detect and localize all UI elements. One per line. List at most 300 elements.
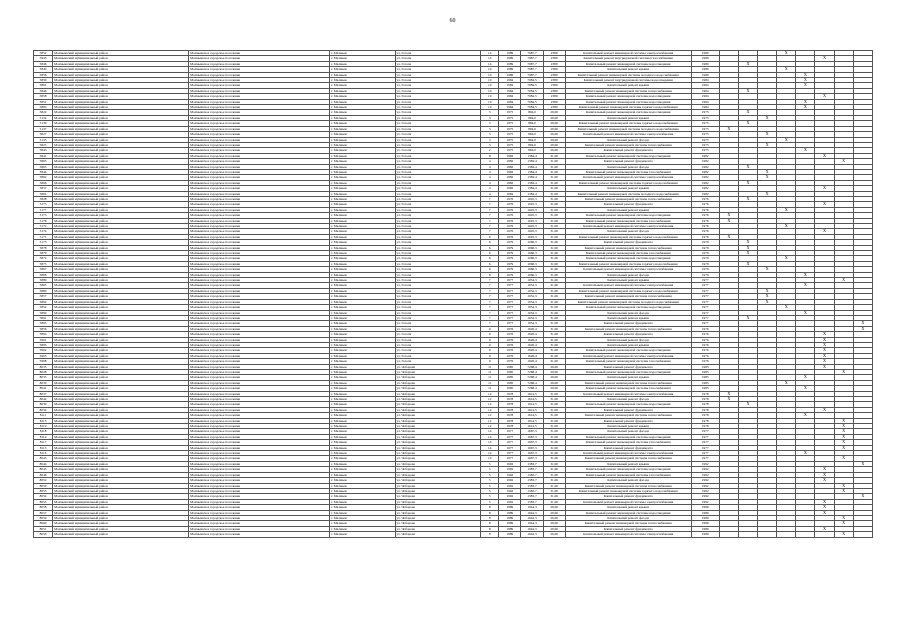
- cell-mark-6: X: [815, 342, 834, 347]
- cell-id: 8033: [34, 375, 53, 380]
- cell-settlement: Малмыжское городское поселение: [189, 445, 330, 450]
- cell-mark-6: X: [815, 364, 834, 369]
- cell-work: Капитальный ремонт крыши: [565, 115, 691, 120]
- cell-mark-1: X: [719, 213, 738, 218]
- cell-city: г. Малмыж: [330, 472, 395, 477]
- cell-settlement: Малмыжское городское поселение: [189, 207, 330, 212]
- cell-id: 5852: [34, 51, 53, 56]
- cell-settlement: Малмыжское городское поселение: [189, 234, 330, 239]
- cell-house: 14: [481, 429, 499, 434]
- cell-area: 1054,3: [521, 288, 543, 293]
- cell-district: Малмыжский муниципальный район: [53, 169, 189, 174]
- cell-mark-4: X: [777, 380, 796, 385]
- cell-settlement: Малмыжское городское поселение: [189, 310, 330, 315]
- cell-district: Малмыжский муниципальный район: [53, 451, 189, 456]
- cell-work: Капитальный ремонт фасада: [565, 310, 691, 315]
- cell-year: 1977: [499, 321, 521, 326]
- cell-street: ул. Чобарова: [395, 478, 481, 483]
- cell-area: 894,0: [521, 142, 543, 147]
- cell-area: 1944,3: [521, 510, 543, 515]
- cell-year: 1992: [499, 472, 521, 477]
- cell-settlement: Малмыжское городское поселение: [189, 391, 330, 396]
- cell-area: 1045,3: [521, 213, 543, 218]
- cell-area: 1383,7: [521, 478, 543, 483]
- cell-street: ул. Чобарова: [395, 488, 481, 493]
- cell-people: 29,00: [543, 137, 565, 142]
- cell-area: 1614,5: [521, 397, 543, 402]
- cell-house: 3: [481, 121, 499, 126]
- cell-id: 5863: [34, 164, 53, 169]
- cell-year: 1985: [499, 380, 521, 385]
- cell-district: Малмыжский муниципальный район: [53, 83, 189, 88]
- cell-people: 31,00: [543, 445, 565, 450]
- cell-mark-6: X: [815, 526, 834, 531]
- cell-district: Малмыжский муниципальный район: [53, 159, 189, 164]
- cell-district: Малмыжский муниципальный район: [53, 105, 189, 110]
- cell-district: Малмыжский муниципальный район: [53, 256, 189, 261]
- cell-people: 2389: [543, 83, 565, 88]
- cell-work: Капитальный ремонт фундамента: [565, 202, 691, 207]
- cell-city: г. Малмыж: [330, 326, 395, 331]
- cell-id: 8117: [34, 440, 53, 445]
- cell-mark-5: X: [796, 283, 815, 288]
- cell-work: Капитальный ремонт фасада: [565, 137, 691, 142]
- cell-mark-2: X: [738, 402, 757, 407]
- cell-mark-3: [758, 532, 777, 537]
- cell-mark-2: [738, 532, 757, 537]
- cell-plan: 1975: [691, 115, 719, 120]
- cell-district: Малмыжский муниципальный район: [53, 359, 189, 364]
- cell-city: г. Малмыж: [330, 337, 395, 342]
- cell-district: Малмыжский муниципальный район: [53, 99, 189, 104]
- cell-plan: 1992: [691, 461, 719, 466]
- cell-settlement: Малмыжское городское поселение: [189, 407, 330, 412]
- cell-plan: 1975: [691, 132, 719, 137]
- cell-city: г. Малмыж: [330, 515, 395, 520]
- cell-city: г. Малмыж: [330, 451, 395, 456]
- cell-district: Малмыжский муниципальный район: [53, 267, 189, 272]
- cell-area: 894,0: [521, 110, 543, 115]
- cell-area: 1944,3: [521, 521, 543, 526]
- cell-people: 2389: [543, 61, 565, 66]
- cell-city: г. Малмыж: [330, 521, 395, 526]
- cell-work: Капитальный ремонт крыши: [565, 83, 691, 88]
- cell-plan: 1989: [691, 67, 719, 72]
- cell-year: 1982: [499, 175, 521, 180]
- cell-year: 1989: [499, 505, 521, 510]
- cell-work: Капитальный ремонт фасада: [565, 272, 691, 277]
- cell-house: 7: [481, 278, 499, 283]
- cell-plan: 1977: [691, 456, 719, 461]
- cell-city: г. Малмыж: [330, 272, 395, 277]
- cell-work: Капитальный ремонт крыши: [565, 186, 691, 191]
- cell-mark-4: X: [777, 305, 796, 310]
- cell-people: 29,00: [543, 386, 565, 391]
- cell-year: 1992: [499, 478, 521, 483]
- cell-id: 5890: [34, 310, 53, 315]
- cell-area: 7987,7: [521, 56, 543, 61]
- cell-street: ул. Чобарова: [395, 429, 481, 434]
- cell-settlement: Малмыжское городское поселение: [189, 110, 330, 115]
- cell-house: 5: [481, 467, 499, 472]
- cell-mark-6: X: [815, 505, 834, 510]
- cell-mark-2: X: [738, 88, 757, 93]
- cell-city: г. Малмыж: [330, 196, 395, 201]
- cell-year: 1992: [499, 461, 521, 466]
- cell-house: 8: [481, 510, 499, 515]
- cell-district: Малмыжский муниципальный район: [53, 272, 189, 277]
- cell-work: Капитальный ремонт инженерной системы холодного водоснабжения: [565, 299, 691, 304]
- cell-work: Капитальный ремонт инженерной системы горячего водоснабжения: [565, 488, 691, 493]
- cell-id: 5858: [34, 94, 53, 99]
- cell-mark-7: X: [834, 418, 853, 423]
- cell-area: 1384,4: [521, 186, 543, 191]
- cell-street: ул. Чобарова: [395, 424, 481, 429]
- cell-district: Малмыжский муниципальный район: [53, 369, 189, 374]
- cell-people: 31,00: [543, 440, 565, 445]
- cell-id: 5866: [34, 180, 53, 185]
- cell-area: 1667,3: [521, 456, 543, 461]
- cell-mark-7: X: [834, 429, 853, 434]
- cell-district: Малмыжский муниципальный район: [53, 397, 189, 402]
- cell-year: 1985: [499, 375, 521, 380]
- cell-year: 1977: [499, 288, 521, 293]
- cell-house: 6: [481, 251, 499, 256]
- cell-id: 5895: [34, 342, 53, 347]
- cell-plan: 1977: [691, 310, 719, 315]
- cell-house: 3: [481, 137, 499, 142]
- cell-house: 5: [481, 494, 499, 499]
- cell-city: г. Малмыж: [330, 429, 395, 434]
- cell-mark-7: X: [834, 440, 853, 445]
- cell-plan: 1976: [691, 218, 719, 223]
- cell-id: 5177: [34, 207, 53, 212]
- cell-plan: 1989: [691, 51, 719, 56]
- cell-year: 1984: [499, 94, 521, 99]
- cell-year: 1976: [499, 326, 521, 331]
- cell-city: г. Малмыж: [330, 126, 395, 131]
- cell-district: Малмыжский муниципальный район: [53, 305, 189, 310]
- cell-mark-7: X: [834, 488, 853, 493]
- cell-street: ул. Чобарова: [395, 467, 481, 472]
- cell-people: 29,00: [543, 115, 565, 120]
- cell-mark-5: X: [796, 451, 815, 456]
- cell-settlement: Малмыжское городское поселение: [189, 256, 330, 261]
- cell-street: ул. Гоголя: [395, 105, 481, 110]
- cell-area: 7987,7: [521, 51, 543, 56]
- cell-mark-2: X: [738, 110, 757, 115]
- cell-district: Малмыжский муниципальный район: [53, 240, 189, 245]
- cell-district: Малмыжский муниципальный район: [53, 440, 189, 445]
- cell-street: ул. Чобарова: [395, 515, 481, 520]
- cell-mark-7: X: [834, 278, 853, 283]
- cell-city: г. Малмыж: [330, 288, 395, 293]
- cell-work: Капитальный ремонт внутридомовой системы газоснабжения: [565, 56, 691, 61]
- cell-street: ул. Чобарова: [395, 526, 481, 531]
- cell-plan: 1975: [691, 110, 719, 115]
- cell-area: 1060,3: [521, 261, 543, 266]
- cell-district: Малмыжский муниципальный район: [53, 413, 189, 418]
- cell-plan: 1989: [691, 56, 719, 61]
- cell-city: г. Малмыж: [330, 386, 395, 391]
- cell-city: г. Малмыж: [330, 499, 395, 504]
- cell-mark-5: X: [796, 72, 815, 77]
- cell-street: ул. Чобарова: [395, 418, 481, 423]
- cell-street: ул. Чобарова: [395, 521, 481, 526]
- cell-house: 6: [481, 272, 499, 277]
- page-number: 60: [449, 18, 456, 24]
- cell-id: 5860: [34, 105, 53, 110]
- cell-district: Малмыжский муниципальный район: [53, 478, 189, 483]
- cell-street: ул. Гоголя: [395, 88, 481, 93]
- cell-mark-2: X: [738, 164, 757, 169]
- cell-people: 31,00: [543, 478, 565, 483]
- cell-year: 1979: [499, 272, 521, 277]
- cell-mark-6: X: [815, 229, 834, 234]
- cell-district: Малмыжский муниципальный район: [53, 326, 189, 331]
- cell-year: 1985: [499, 364, 521, 369]
- cell-district: Малмыжский муниципальный район: [53, 461, 189, 466]
- cell-city: г. Малмыж: [330, 267, 395, 272]
- cell-people: 31,00: [543, 294, 565, 299]
- cell-people: 31,00: [543, 218, 565, 223]
- cell-year: 1975: [499, 126, 521, 131]
- cell-district: Малмыжский муниципальный район: [53, 61, 189, 66]
- cell-district: Малмыжский муниципальный район: [53, 164, 189, 169]
- cell-settlement: Малмыжское городское поселение: [189, 532, 330, 537]
- cell-district: Малмыжский муниципальный район: [53, 78, 189, 83]
- cell-house: 7: [481, 202, 499, 207]
- cell-settlement: Малмыжское городское поселение: [189, 224, 330, 229]
- cell-plan: 1977: [691, 294, 719, 299]
- cell-area: 894,0: [521, 132, 543, 137]
- cell-area: 1060,3: [521, 256, 543, 261]
- cell-plan: 1979: [691, 251, 719, 256]
- cell-people: 31,00: [543, 164, 565, 169]
- cell-area: 1667,3: [521, 440, 543, 445]
- cell-street: ул. Гоголя: [395, 159, 481, 164]
- cell-area: 1383,7: [521, 483, 543, 488]
- cell-work: Капитальный ремонт инженерной системы водоотведения: [565, 99, 691, 104]
- cell-area: 1384,4: [521, 191, 543, 196]
- cell-district: Малмыжский муниципальный район: [53, 434, 189, 439]
- cell-area: 1060,3: [521, 272, 543, 277]
- cell-city: г. Малмыж: [330, 115, 395, 120]
- cell-district: Малмыжский муниципальный район: [53, 202, 189, 207]
- cell-year: 1979: [499, 256, 521, 261]
- cell-settlement: Малмыжское городское поселение: [189, 83, 330, 88]
- cell-id: 5137: [34, 126, 53, 131]
- cell-work: Капитальный ремонт инженерной системы теплоснабжения: [565, 483, 691, 488]
- cell-year: 1975: [499, 110, 521, 115]
- cell-plan: 1989: [691, 532, 719, 537]
- cell-work: Капитальный ремонт инженерной системы водоотведения: [565, 110, 691, 115]
- cell-house: 9: [481, 348, 499, 353]
- cell-house: 7: [481, 305, 499, 310]
- cell-people: 31,00: [543, 451, 565, 456]
- cell-id: 8042: [34, 397, 53, 402]
- cell-area: 1384,4: [521, 169, 543, 174]
- cell-year: 1989: [499, 56, 521, 61]
- cell-id: 5865: [34, 283, 53, 288]
- cell-work: Капитальный ремонт инженерной системы водоотведения: [565, 510, 691, 515]
- cell-work: Капитальный ремонт инженерной системы водоотведения: [565, 256, 691, 261]
- cell-area: 894,0: [521, 148, 543, 153]
- cell-work: Капитальный ремонт инженерной системы теплоснабжения: [565, 380, 691, 385]
- cell-city: г. Малмыж: [330, 407, 395, 412]
- cell-people: 29,00: [543, 132, 565, 137]
- cell-plan: 1976: [691, 359, 719, 364]
- cell-mark-4: X: [777, 207, 796, 212]
- cell-house: 10: [481, 78, 499, 83]
- cell-street: ул. Гоголя: [395, 51, 481, 56]
- cell-mark-7: X: [834, 159, 853, 164]
- cell-city: г. Малмыж: [330, 132, 395, 137]
- cell-people: 29,00: [543, 375, 565, 380]
- cell-area: 1383,7: [521, 467, 543, 472]
- cell-plan: 1975: [691, 121, 719, 126]
- cell-district: Малмыжский муниципальный район: [53, 234, 189, 239]
- cell-settlement: Малмыжское городское поселение: [189, 132, 330, 137]
- cell-mark-6: X: [815, 337, 834, 342]
- cell-people: 31,00: [543, 332, 565, 337]
- cell-plan: 1979: [691, 272, 719, 277]
- cell-people: 31,00: [543, 159, 565, 164]
- cell-city: г. Малмыж: [330, 369, 395, 374]
- cell-street: ул. Гоголя: [395, 180, 481, 185]
- cell-people: 31,00: [543, 169, 565, 174]
- cell-year: 1989: [499, 526, 521, 531]
- cell-district: Малмыжский муниципальный район: [53, 126, 189, 131]
- cell-year: 1976: [499, 207, 521, 212]
- cell-year: 1992: [499, 499, 521, 504]
- cell-people: 2389: [543, 56, 565, 61]
- cell-mark-6: X: [815, 353, 834, 358]
- cell-people: 31,00: [543, 402, 565, 407]
- cell-work: Капитальный ремонт фасада: [565, 229, 691, 234]
- cell-area: 7987,7: [521, 61, 543, 66]
- cell-city: г. Малмыж: [330, 202, 395, 207]
- cell-settlement: Малмыжское городское поселение: [189, 386, 330, 391]
- cell-street: ул. Гоголя: [395, 261, 481, 266]
- cell-district: Малмыжский муниципальный район: [53, 353, 189, 358]
- cell-work: Капитальный ремонт фундамента: [565, 418, 691, 423]
- cell-street: ул. Гоголя: [395, 240, 481, 245]
- cell-year: 1982: [499, 164, 521, 169]
- cell-id: 8045: [34, 467, 53, 472]
- cell-work: Капитальный ремонт инженерной системы теплоснабжения: [565, 88, 691, 93]
- cell-work: Капитальный ремонт фундамента: [565, 407, 691, 412]
- cell-district: Малмыжский муниципальный район: [53, 213, 189, 218]
- cell-people: 31,00: [543, 278, 565, 283]
- cell-settlement: Малмыжское городское поселение: [189, 424, 330, 429]
- cell-district: Малмыжский муниципальный район: [53, 51, 189, 56]
- cell-street: ул. Чобарова: [395, 505, 481, 510]
- cell-district: Малмыжский муниципальный район: [53, 115, 189, 120]
- cell-id: 8115: [34, 445, 53, 450]
- cell-people: 31,00: [543, 196, 565, 201]
- cell-city: г. Малмыж: [330, 56, 395, 61]
- cell-house: 14: [481, 56, 499, 61]
- cell-area: 894,0: [521, 126, 543, 131]
- cell-settlement: Малмыжское городское поселение: [189, 164, 330, 169]
- cell-id: 8034: [34, 407, 53, 412]
- cell-work: Капитальный ремонт фундамента: [565, 332, 691, 337]
- cell-settlement: Малмыжское городское поселение: [189, 413, 330, 418]
- cell-house: 6: [481, 240, 499, 245]
- cell-year: 1975: [499, 137, 521, 142]
- cell-people: 31,00: [543, 245, 565, 250]
- cell-work: Капитальный ремонт инженерной системы горячего водоснабжения: [565, 105, 691, 110]
- cell-mark-2: X: [738, 245, 757, 250]
- cell-people: 31,00: [543, 429, 565, 434]
- cell-year: 1992: [499, 494, 521, 499]
- cell-id: 8055: [34, 499, 53, 504]
- cell-district: Малмыжский муниципальный район: [53, 132, 189, 137]
- cell-plan: 1985: [691, 386, 719, 391]
- cell-house: 3: [481, 132, 499, 137]
- cell-area: 1384,4: [521, 164, 543, 169]
- cell-people: 31,00: [543, 224, 565, 229]
- cell-city: г. Малмыж: [330, 348, 395, 353]
- cell-house: 7: [481, 207, 499, 212]
- cell-id: 5822: [34, 110, 53, 115]
- cell-work: Капитальный ремонт инженерной системы газоснабжения: [565, 440, 691, 445]
- cell-work: Капитальный ремонт фундамента: [565, 526, 691, 531]
- cell-area: 1626,4: [521, 337, 543, 342]
- cell-house: 5: [481, 488, 499, 493]
- cell-year: 1984: [499, 105, 521, 110]
- cell-work: Капитальный ремонт инженерной системы горячего водоснабжения: [565, 234, 691, 239]
- cell-district: Малмыжский муниципальный район: [53, 299, 189, 304]
- cell-work: Капитальный ремонт инженерной системы горячего водоснабжения: [565, 261, 691, 266]
- cell-city: г. Малмыж: [330, 256, 395, 261]
- cell-year: 1976: [499, 218, 521, 223]
- cell-people: 31,00: [543, 283, 565, 288]
- cell-plan: 1989: [691, 61, 719, 66]
- cell-area: 1060,3: [521, 267, 543, 272]
- cell-street: ул. Гоголя: [395, 321, 481, 326]
- cell-mark-6: X: [815, 472, 834, 477]
- cell-house: 5: [481, 461, 499, 466]
- cell-year: 1985: [499, 369, 521, 374]
- cell-house: 9: [481, 326, 499, 331]
- cell-house: 7: [481, 213, 499, 218]
- cell-street: ул. Гоголя: [395, 61, 481, 66]
- cell-year: 1979: [499, 267, 521, 272]
- cell-mark-4: X: [777, 67, 796, 72]
- cell-mark-7: X: [834, 445, 853, 450]
- cell-plan: 1992: [691, 499, 719, 504]
- cell-house: 5: [481, 472, 499, 477]
- cell-mark-3: X: [758, 132, 777, 137]
- cell-mark-1: X: [719, 218, 738, 223]
- cell-street: ул. Гоголя: [395, 196, 481, 201]
- cell-settlement: Малмыжское городское поселение: [189, 494, 330, 499]
- cell-district: Малмыжский муниципальный район: [53, 467, 189, 472]
- cell-people: 31,00: [543, 310, 565, 315]
- cell-plan: 1982: [691, 175, 719, 180]
- cell-plan: 1977: [691, 434, 719, 439]
- cell-district: Малмыжский муниципальный район: [53, 532, 189, 537]
- cell-city: г. Малмыж: [330, 413, 395, 418]
- cell-work: Капитальный ремонт крыши: [565, 375, 691, 380]
- cell-plan: 1977: [691, 321, 719, 326]
- cell-people: 31,00: [543, 207, 565, 212]
- cell-mark-3: X: [758, 175, 777, 180]
- cell-year: 1979: [499, 261, 521, 266]
- cell-city: г. Малмыж: [330, 467, 395, 472]
